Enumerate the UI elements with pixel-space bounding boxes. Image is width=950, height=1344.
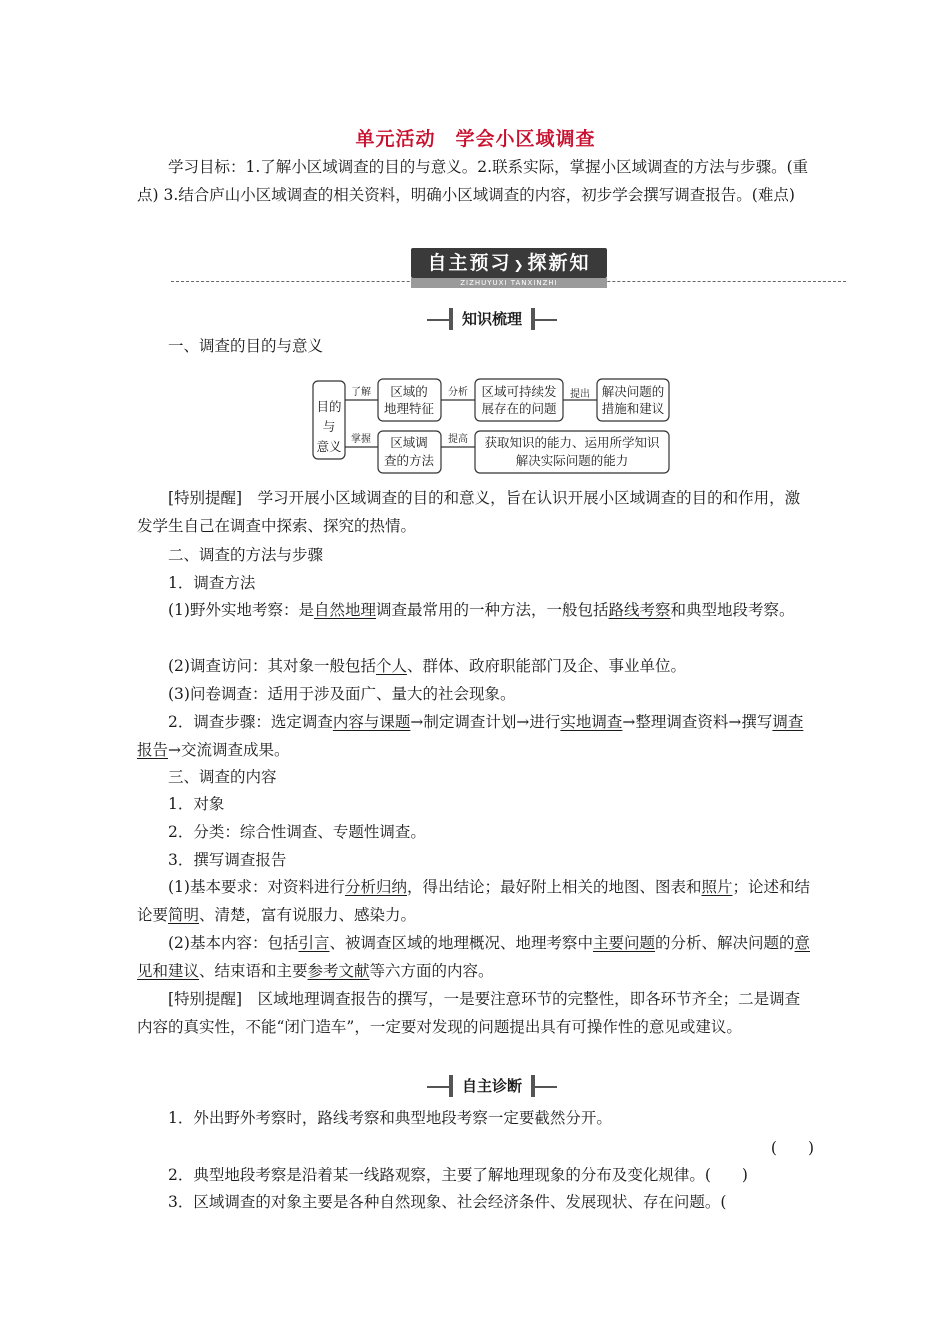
text: (1)基本要求：对资料进行	[168, 878, 345, 896]
text: 、被调查区域的地理概况、地理考察中	[329, 934, 593, 952]
report-contents	[137, 929, 814, 985]
key-term: 照片	[701, 878, 733, 896]
note-label: [特别提醒]	[168, 489, 243, 507]
diagram-box-text: 获取知识的能力、运用所学知识	[484, 435, 660, 450]
diagram-box-text: 地理特征	[383, 401, 435, 416]
steps	[137, 708, 814, 764]
text: ，得出结论；最好附上相关的地图、图表和	[406, 878, 702, 896]
text: →制定调查计划→进行	[410, 713, 561, 731]
text: (2)基本内容：包括	[168, 934, 299, 952]
diagram-box-text: 解决问题的	[601, 384, 665, 399]
text: ；论述和结论要	[137, 878, 811, 924]
objective-text: 1.了解小区域调查的目的与意义。2.联系实际，掌握小区域调查的方法与步骤。(重点) 3.结合庐山小区域调查的相关资料，明确小区域调查的内容，初步学会撰写调查报告。(难点)	[137, 158, 809, 204]
text: 2．调查步骤：选定调查	[168, 713, 333, 731]
method-3: (3)问卷调查：适用于涉及面广、量大的社会现象。	[168, 685, 516, 703]
key-term: 调查报告	[137, 713, 804, 759]
text: (1)野外实地考察：是	[168, 601, 314, 619]
text: →整理调查资料→撰写	[622, 713, 773, 731]
diagram-verb: 掌握	[351, 434, 371, 445]
key-term: 意见和建议	[137, 934, 811, 980]
key-term: 主要问题	[593, 934, 656, 952]
learning-objectives	[137, 153, 814, 209]
arrow-icon: ❯	[513, 258, 526, 272]
subheading-methods: 1．调查方法	[168, 574, 256, 592]
text: (2)调查访问：其对象一般包括	[168, 657, 376, 675]
answer-blank[interactable]: ( )	[770, 1139, 814, 1157]
special-note-2	[137, 985, 814, 1041]
section-tag-knowledge	[427, 308, 557, 330]
key-term: 自然地理	[313, 601, 376, 619]
page-title: 单元活动 学会小区域调查	[355, 128, 596, 150]
special-note-1	[137, 484, 814, 540]
banner-title	[411, 248, 607, 278]
diagram-box-text: 展存在的问题	[481, 401, 557, 416]
diagram-left-text: 意义	[316, 439, 342, 454]
diagram-box-text: 区域的	[390, 384, 428, 399]
diagram-left-text: 目的	[316, 399, 342, 414]
diagram-box-text: 解决实际问题的能力	[515, 453, 629, 468]
note-label: [特别提醒]	[168, 990, 243, 1008]
section-tag-diagnosis	[427, 1075, 557, 1097]
heading-3: 三、调查的内容	[168, 768, 277, 786]
key-term: 分析归纳	[344, 878, 407, 896]
heading-1: 一、调查的目的与意义	[168, 337, 324, 355]
key-term: 路线考察	[608, 601, 671, 619]
objective-label: 学习目标：	[168, 158, 246, 176]
diagram-box-text: 区域调	[390, 435, 428, 450]
note-text: 区域地理调查报告的撰写，一是要注意环节的完整性，即各环节齐全；二是调查内容的真实性，不能“闭门造车”，一定要对发现的问题提出具有可操作性的意见或建议。	[137, 990, 801, 1036]
text: 调查最常用的一种方法，一般包括	[375, 601, 609, 619]
key-term: 简明	[168, 906, 200, 924]
banner-right: 探新知	[527, 252, 591, 274]
text: 的分析、解决问题的	[655, 934, 795, 952]
key-term: 引言	[298, 934, 330, 952]
diagram-verb: 提高	[448, 434, 468, 445]
text: 等六方面的内容。	[369, 962, 494, 980]
diagram-verb: 了解	[351, 387, 371, 398]
banner-subtitle: ZIZHUYUXI TANXINZHI	[411, 278, 607, 288]
text: 、结束语和主要	[199, 962, 308, 980]
section-label: 自主诊断	[449, 1075, 535, 1097]
content-classification: 2．分类：综合性调查、专题性调查。	[168, 823, 426, 841]
text: 、群体、政府职能部门及企、事业单位。	[406, 657, 686, 675]
key-term: 实地调查	[560, 713, 623, 731]
key-term: 个人	[375, 657, 407, 675]
banner-main: 自主预习	[427, 252, 512, 274]
key-term: 参考文献	[307, 962, 370, 980]
note-text: 学习开展小区域调查的目的和意义，旨在认识开展小区域调查的目的和作用，激发学生自己在调查中探索、探究的热情。	[137, 489, 801, 535]
report-requirements	[137, 873, 814, 929]
heading-2: 二、调查的方法与步骤	[168, 546, 324, 564]
question-3: 3．区域调查的对象主要是各种自然现象、社会经济条件、发展现状、存在问题。(	[168, 1193, 727, 1211]
method-1	[137, 596, 814, 624]
diagram-box-text: 查的方法	[383, 453, 435, 468]
method-2	[137, 652, 814, 680]
text: 和典型地段考察。	[670, 601, 795, 619]
question-1: 1．外出野外考察时，路线考察和典型地段考察一定要截然分开。	[168, 1109, 612, 1127]
diagram-box-text: 措施和建议	[601, 401, 665, 416]
purpose-diagram	[311, 375, 671, 480]
diagram-box-text: 区域可持续发	[481, 384, 557, 399]
question-2: 2．典型地段考察是沿着某一线路观察，主要了解地理现象的分布及变化规律。( )	[168, 1166, 748, 1184]
content-report: 3．撰写调查报告	[168, 851, 287, 869]
content-object: 1．对象	[168, 795, 225, 813]
text: →交流调查成果。	[168, 741, 290, 759]
text: 、清楚，富有说服力、感染力。	[199, 906, 417, 924]
diagram-verb: 提出	[570, 389, 590, 400]
section-label: 知识梳理	[449, 308, 535, 330]
diagram-verb: 分析	[448, 387, 468, 398]
diagram-left-text: 与	[322, 419, 336, 434]
key-term: 内容与课题	[332, 713, 411, 731]
section-banner	[171, 244, 846, 288]
